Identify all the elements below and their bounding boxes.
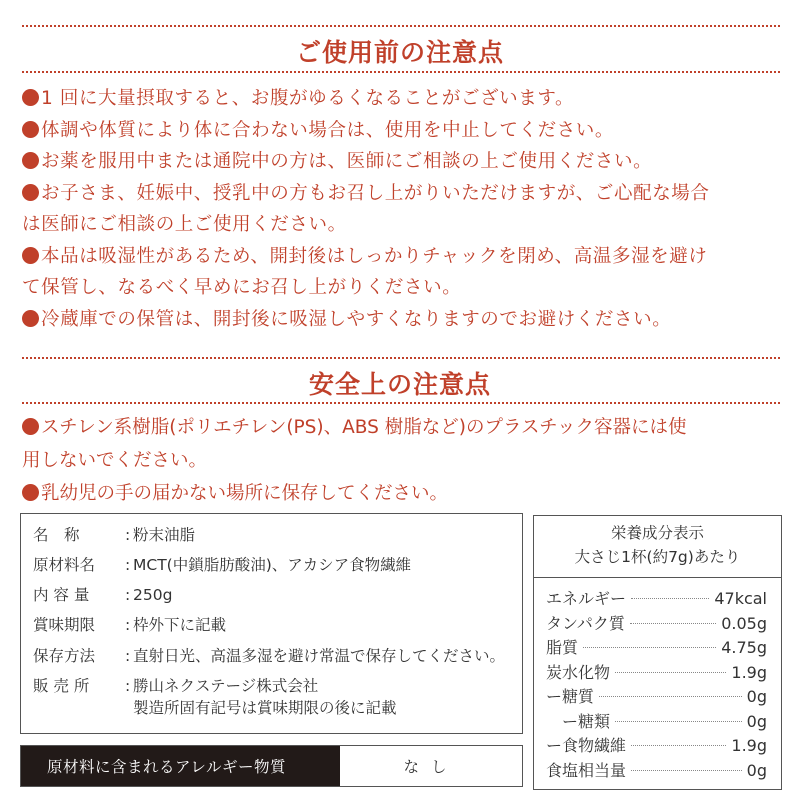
precaution-item: 1 回に大量摂取すると、お腹がゆるくなることがございます。 <box>22 83 792 115</box>
info-row-best-before: 賞味期限 : 枠外下に記載 <box>33 616 227 634</box>
nutrition-row-fat: 脂質 4.75g <box>546 638 767 657</box>
divider <box>22 402 780 404</box>
nutrition-row-protein: タンパク質 0.05g <box>546 613 767 633</box>
nutrition-header <box>534 516 781 578</box>
precaution-item-continued: て保管し、なるべく早めにお召し上がりください。 <box>22 277 462 298</box>
nutrition-row-salt: 食塩相当量 0g <box>546 760 767 780</box>
info-row-name: 名 称 : 粉末油脂 <box>33 526 196 544</box>
allergy-label: 原材料に含まれるアレルギー物質 <box>21 746 340 786</box>
bullet-icon <box>22 184 39 201</box>
bullet-icon <box>22 89 39 106</box>
nutrition-row-sugars: ー糖類 0g <box>546 711 767 731</box>
nutrition-row-carbohydrate: 炭水化物 1.9g <box>546 662 767 682</box>
nutrition-serving: 大さじ1杯(約7g)あたり <box>574 548 741 566</box>
bullet-icon <box>22 152 39 169</box>
nutrition-title: 栄養成分表示 <box>610 524 704 542</box>
safety-item: 乳幼児の手の届かない場所に保存してください。 <box>22 477 792 510</box>
precautions-title: ご使用前の注意点 <box>295 38 504 67</box>
precaution-item: 冷蔵庫での保管は、開封後に吸湿しやすくなりますのでお避けください。 <box>22 304 792 336</box>
divider-top <box>22 25 780 27</box>
info-row-storage: 保存方法 : 直射日光、高温多湿を避け常温で保存してください。 <box>33 647 506 665</box>
allergy-bar <box>20 745 523 787</box>
product-info-box <box>20 513 523 734</box>
info-row-seller: 販 売 所 : 勝山ネクステージ株式会社 <box>33 677 319 695</box>
bullet-icon <box>22 484 39 501</box>
bullet-icon <box>22 247 39 264</box>
bullet-icon <box>22 310 39 327</box>
allergy-value: なし <box>403 758 459 776</box>
precaution-item: お子さま、妊娠中、授乳中の方もお召し上がりいただけますが、ご心配な場合 <box>22 178 792 210</box>
info-row-content: 内 容 量 : 250g <box>33 586 173 604</box>
nutrition-rows <box>534 578 781 782</box>
info-row-ingredients: 原材料名 : MCT(中鎖脂肪酸油)、アカシア食物繊維 <box>33 556 412 574</box>
bullet-icon <box>22 121 39 138</box>
precaution-item: 体調や体質により体に合わない場合は、使用を中止してください。 <box>22 115 792 147</box>
precaution-item-continued: は医師にご相談の上ご使用ください。 <box>22 214 347 235</box>
divider <box>22 357 780 359</box>
nutrition-row-sugar: ー糖質 0g <box>546 687 767 706</box>
nutrition-row-fiber: ー食物繊維 1.9g <box>546 736 767 755</box>
safety-item-continued: 用しないでください。 <box>22 450 208 471</box>
divider <box>22 71 780 73</box>
nutrition-facts-box <box>533 515 782 790</box>
safety-list <box>22 411 792 510</box>
nutrition-row-energy: エネルギー 47kcal <box>546 589 767 608</box>
info-row-manufacturer-note: 製造所固有記号は賞味期限の後に記載 <box>133 699 397 717</box>
safety-title: 安全上の注意点 <box>308 370 491 399</box>
bullet-icon <box>22 418 39 435</box>
safety-item: スチレン系樹脂(ポリエチレン(PS)、ABS 樹脂など)のプラスチック容器には使 <box>22 411 792 444</box>
precaution-item: 本品は吸湿性があるため、開封後はしっかりチャックを閉め、高温多湿を避け <box>22 241 792 273</box>
precautions-list <box>22 83 792 335</box>
precaution-item: お薬を服用中または通院中の方は、医師にご相談の上ご使用ください。 <box>22 146 792 178</box>
